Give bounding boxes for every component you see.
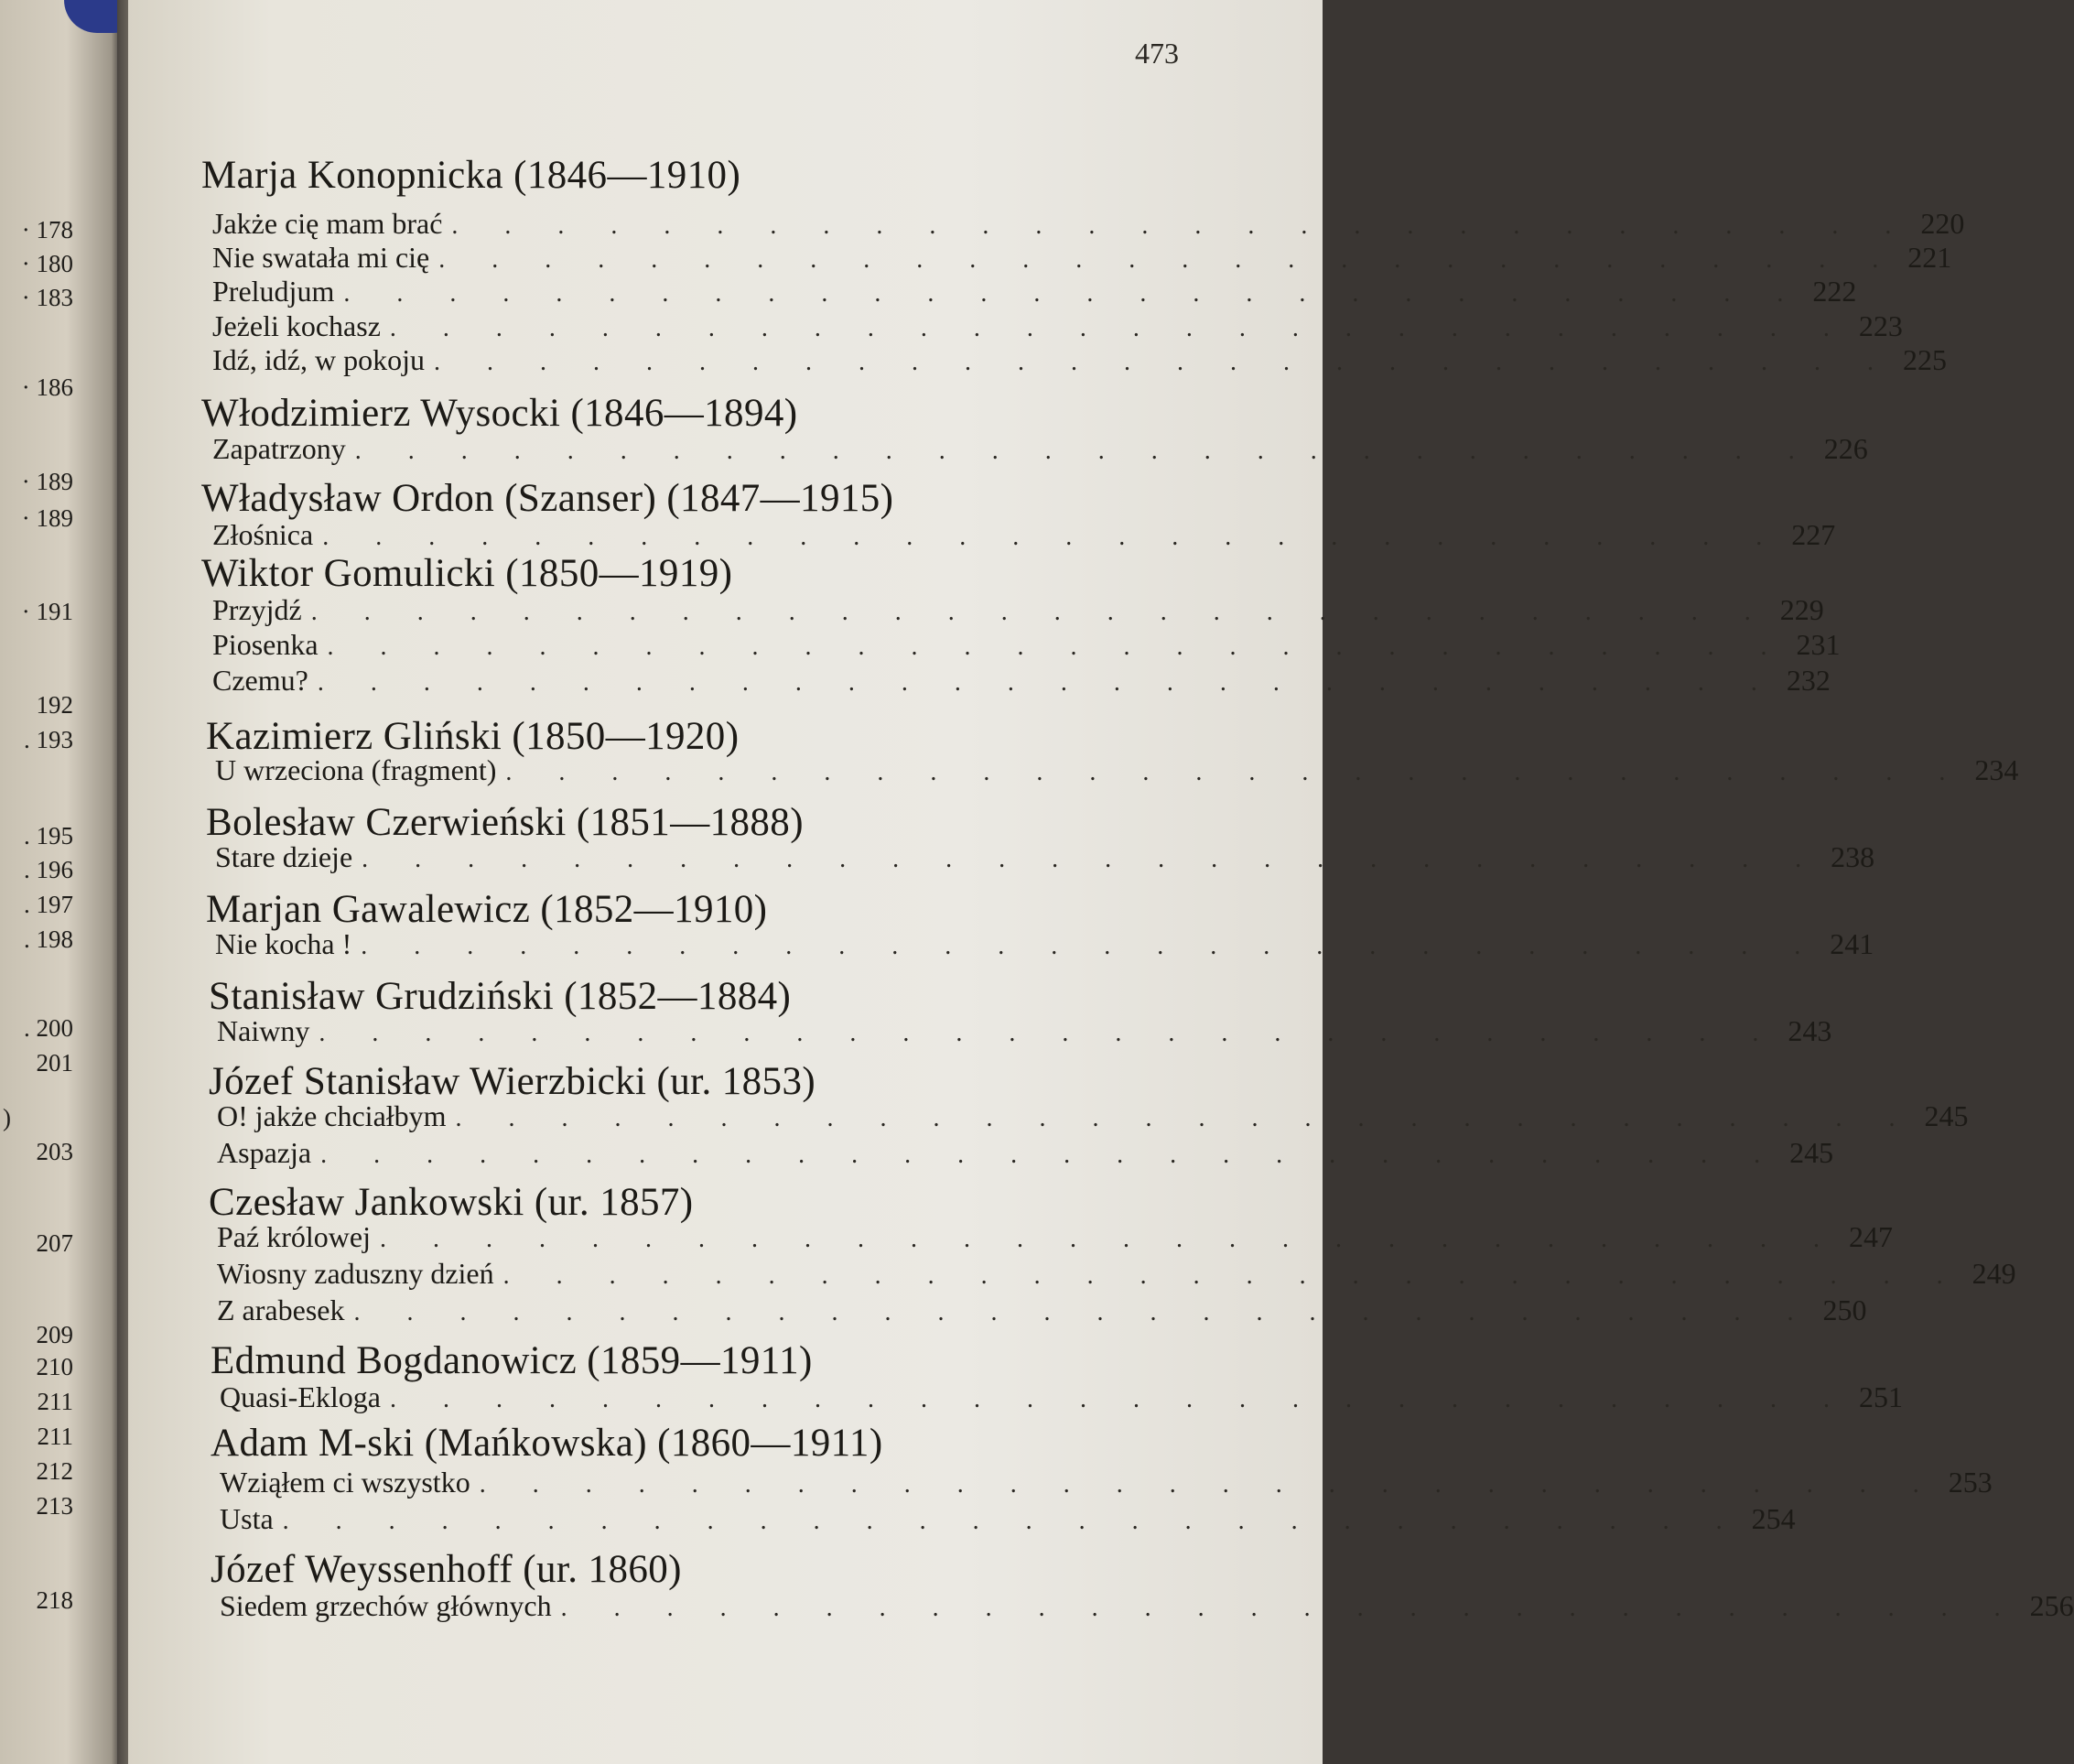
dot-leader: . . . . . . . . . . . . . . . . . . . . . . . . . . . . [479,1470,1939,1499]
dot-leader: . . . . . . . . . . . . . . . . . . . . . . . . . . . . [354,437,1815,465]
dot-leader: . . . . . . . . . . . . . . . . . . . . . . . . . . . . [433,348,1894,376]
left-page-number: 207 [36,1229,73,1257]
dot-leader: . . . . . . . . . . . . . . . . . . . . . . . . . . . . [319,1019,1779,1047]
author-heading: Władysław Ordon (Szanser) (1847—1915) [201,477,894,520]
page-ref: 221 [1907,241,1952,274]
toc-entry [215,927,1874,960]
poem-title: Idź, idź, w pokoju [212,343,425,376]
dot-leader: . . . . . . . . . . . . . . . . . . . . . . . . . . . . [389,1385,1850,1413]
toc-entry [212,593,1824,626]
page-ref: 223 [1858,309,1903,342]
toc-entry [212,241,1952,274]
page-ref: 251 [1858,1380,1903,1413]
left-page-number: 192 [36,691,73,719]
dot-leader: . . . . . . . . . . . . . . . . . . . . . . . . . . . . [502,1261,1963,1290]
toc-entry [217,1136,1834,1169]
author-heading: Józef Weyssenhoff (ur. 1860) [211,1548,682,1591]
left-page-number: · 191 [21,598,73,625]
toc-entry [220,1466,1993,1499]
table-of-contents [128,0,2074,1764]
page-ref: 222 [1812,275,1857,308]
author-heading: Włodzimierz Wysocki (1846—1894) [201,392,798,435]
page-ref: 254 [1751,1502,1796,1535]
page-ref: 232 [1786,664,1831,697]
dot-leader: . . . . . . . . . . . . . . . . . . . . . . . . . . . . [320,1141,1781,1169]
dot-leader: . . . . . . . . . . . . . . . . . . . . . . . . . . . . [310,598,1771,626]
author-heading: Czesław Jankowski (ur. 1857) [209,1181,694,1224]
left-page-number: . 196 [24,856,73,883]
poem-title: Preludjum [212,275,335,308]
dot-leader: . . . . . . . . . . . . . . . . . . . . . . . . . . . . [379,1225,1840,1253]
author-heading: Józef Stanisław Wierzbicki (ur. 1853) [209,1060,816,1103]
left-page-number: 211 [37,1388,73,1415]
toc-entry [215,840,1875,873]
left-page-number: 203 [36,1138,73,1165]
left-page-number: · 189 [21,468,73,495]
right-page [128,0,2074,1764]
poem-title: Naiwny [217,1014,310,1047]
toc-entry [212,275,1857,308]
toc-entry [220,1589,2074,1622]
left-page-number: . 197 [24,891,73,918]
page-ref: 227 [1791,518,1836,551]
left-page-number: 218 [36,1586,73,1614]
author-heading: Marjan Gawalewicz (1852—1910) [206,888,768,931]
left-page-number: 201 [36,1049,73,1077]
poem-title: Stare dzieje [215,840,353,873]
poem-title: O! jakże chciałbym [217,1099,447,1132]
toc-entry [217,1293,1867,1326]
dot-leader: . . . . . . . . . . . . . . . . . . . . . . . . . . . . [451,211,1912,240]
author-heading: Wiktor Gomulicki (1850—1919) [201,552,733,595]
toc-entry [217,1014,1832,1047]
poem-title: Nie swatała mi cię [212,241,430,274]
poem-title: Jakże cię mam brać [212,207,443,240]
poem-title: Usta [220,1502,274,1535]
page-ref: 225 [1902,343,1947,376]
page-ref: 249 [1971,1257,2016,1290]
poem-title: Piosenka [212,628,319,661]
left-page-number: · 189 [21,504,73,532]
poem-title: Wiosny zaduszny dzień [217,1257,494,1290]
left-page-number: . 198 [24,925,73,953]
author-heading: Kazimierz Gliński (1850—1920) [206,715,740,758]
poem-title: Jeżeli kochasz [212,309,381,342]
page-ref: 231 [1796,628,1841,661]
toc-entry [215,753,2019,786]
poem-title: Czemu? [212,664,308,697]
toc-entry [212,343,1947,376]
toc-entry [217,1220,1893,1253]
dot-leader: . . . . . . . . . . . . . . . . . . . . . . . . . . . . [455,1104,1916,1132]
dot-leader: . . . . . . . . . . . . . . . . . . . . . . . . . . . . [505,758,1966,786]
left-page-number: 211 [37,1423,73,1450]
toc-entry [217,1099,1969,1132]
page-ref: 238 [1831,840,1875,873]
poem-title: Zapatrzony [212,432,346,465]
poem-title: Nie kocha ! [215,927,352,960]
poem-title: Paź królowej [217,1220,371,1253]
left-page-number: · 183 [21,284,73,311]
page-number: 473 [1135,37,1179,70]
poem-title: Aspazja [217,1136,312,1169]
dot-leader: . . . . . . . . . . . . . . . . . . . . . . . . . . . . [327,633,1788,661]
poem-title: Złośnica [212,518,314,551]
page-ref: 243 [1788,1014,1832,1047]
left-page-number: · 178 [21,216,73,243]
dot-leader: . . . . . . . . . . . . . . . . . . . . . . . . . . . . [343,279,1804,308]
page-ref: 220 [1920,207,1965,240]
page-ref: 241 [1830,927,1874,960]
toc-entry [220,1502,1796,1535]
dot-leader: . . . . . . . . . . . . . . . . . . . . . . . . . . . . [438,245,1899,274]
page-ref: 234 [1974,753,2019,786]
author-heading: Bolesław Czerwieński (1851—1888) [206,801,804,844]
page-ref: 253 [1948,1466,1993,1499]
poem-title: Wziąłem ci wszystko [220,1466,470,1499]
toc-entry [212,432,1868,465]
left-page-number: . 193 [24,726,73,753]
dot-leader: . . . . . . . . . . . . . . . . . . . . . . . . . . . . [362,845,1822,873]
page-ref: 245 [1924,1099,1969,1132]
poem-title: Przyjdź [212,593,302,626]
page-ref: 256 [2029,1589,2074,1622]
poem-title: Siedem grzechów głównych [220,1589,552,1622]
toc-entry [212,518,1836,551]
dot-leader: . . . . . . . . . . . . . . . . . . . . . . . . . . . . [317,668,1777,697]
toc-entry [212,628,1841,661]
author-heading: Marja Konopnicka (1846—1910) [201,154,741,197]
dot-leader: . . . . . . . . . . . . . . . . . . . . . . . . . . . . [389,314,1850,342]
page-ref: 245 [1789,1136,1834,1169]
poem-title: Quasi-Ekloga [220,1380,381,1413]
toc-entry [212,309,1903,342]
left-page-number: ) [3,1104,11,1131]
left-page-number: 212 [36,1457,73,1485]
poem-title: Z arabesek [217,1293,345,1326]
left-page-number: 209 [36,1321,73,1348]
toc-entry [212,664,1831,697]
dot-leader: . . . . . . . . . . . . . . . . . . . . . . . . . . . . [560,1594,2021,1622]
dot-leader: . . . . . . . . . . . . . . . . . . . . . . . . . . . . [322,523,1783,551]
left-page-number: · 180 [21,250,73,277]
page-ref: 247 [1848,1220,1893,1253]
dot-leader: . . . . . . . . . . . . . . . . . . . . . . . . . . . . [282,1507,1743,1535]
left-page-number: . 195 [24,822,73,850]
author-heading: Edmund Bogdanowicz (1859—1911) [211,1339,813,1382]
left-page [0,0,121,1764]
left-page-number: 210 [36,1353,73,1380]
left-page-number: · 186 [21,373,73,401]
author-heading: Stanisław Grudziński (1852—1884) [209,975,792,1018]
dot-leader: . . . . . . . . . . . . . . . . . . . . . . . . . . . . [353,1298,1814,1326]
page-ref: 226 [1823,432,1868,465]
toc-entry [217,1257,2016,1290]
page-ref: 229 [1779,593,1824,626]
toc-entry [212,207,1965,240]
left-page-number: . 200 [24,1014,73,1042]
author-heading: Adam M-ski (Mańkowska) (1860—1911) [211,1422,883,1465]
dot-leader: . . . . . . . . . . . . . . . . . . . . . . . . . . . . [361,932,1821,960]
left-page-number: 213 [36,1492,73,1520]
toc-entry [220,1380,1903,1413]
poem-title: U wrzeciona (fragment) [215,753,497,786]
page-ref: 250 [1822,1293,1867,1326]
